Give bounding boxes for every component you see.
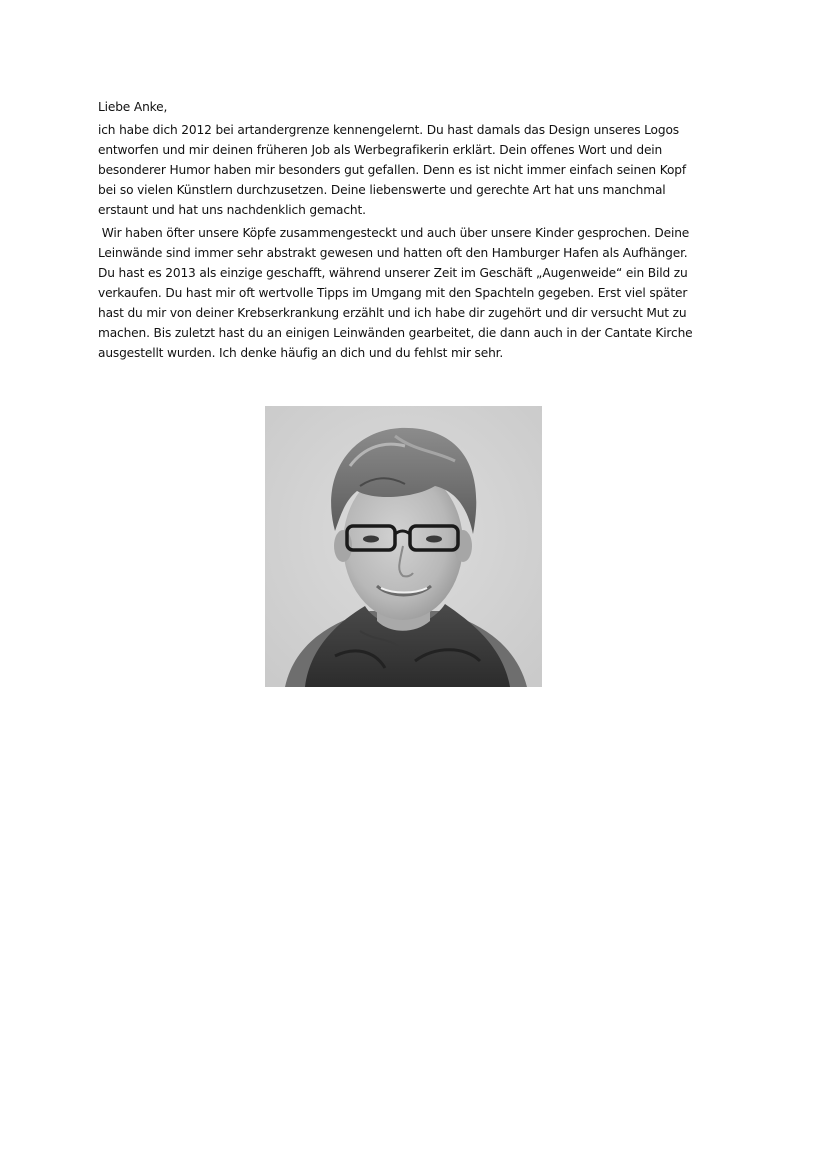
- text-line: entworfen und mir deinen früheren Job als Werbegrafikerin erklärt. Dein offenes Wort und dein: [98, 143, 663, 157]
- salutation: Liebe Anke,: [98, 100, 168, 114]
- paragraph-2: [98, 223, 720, 363]
- text-line: hast du mir von deiner Krebserkrankung erzählt und ich habe dir zugehört und dir versucht Mut zu: [98, 306, 687, 320]
- text-line: Leinwände sind immer sehr abstrakt gewesen und hatten oft den Hamburger Hafen als Aufhänger.: [98, 246, 688, 260]
- text-line: ausgestellt wurden. Ich denke häufig an dich und du fehlst mir sehr.: [98, 346, 504, 360]
- text-line: erstaunt und hat uns nachdenklich gemacht.: [98, 203, 366, 217]
- letter-body: [98, 97, 720, 363]
- text-line: machen. Bis zuletzt hast du an einigen Leinwänden gearbeitet, die dann auch in der Cantate Kirche: [98, 326, 693, 340]
- text-line: Wir haben öfter unsere Köpfe zusammengesteckt und auch über unsere Kinder gesprochen. Deine: [98, 226, 690, 240]
- paragraph-1: [98, 120, 720, 220]
- text-line: verkaufen. Du hast mir oft wertvolle Tipps im Umgang mit den Spachteln gegeben. Erst viel später: [98, 286, 688, 300]
- text-line: bei so vielen Künstlern durchzusetzen. Deine liebenswerte und gerechte Art hat uns manchmal: [98, 183, 666, 197]
- text-line: besonderer Humor haben mir besonders gut gefallen. Denn es ist nicht immer einfach seinen Kopf: [98, 163, 686, 177]
- text-line: ich habe dich 2012 bei artandergrenze kennengelernt. Du hast damals das Design unseres Logos: [98, 123, 679, 137]
- portrait-illustration: [265, 406, 542, 687]
- text-line: Du hast es 2013 als einzige geschafft, während unserer Zeit im Geschäft „Augenweide“ ein Bild zu: [98, 266, 688, 280]
- portrait-photo: [265, 406, 542, 687]
